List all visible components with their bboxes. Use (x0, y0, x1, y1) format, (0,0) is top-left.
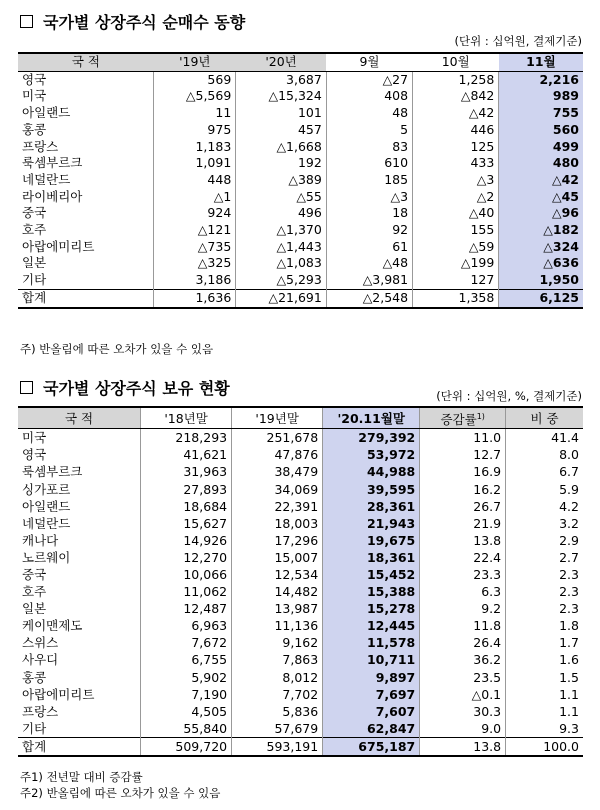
table-row (18, 255, 583, 272)
header-country: 국 적 (18, 53, 154, 71)
value-cell: 7,672 (141, 634, 232, 651)
country-cell: 미국 (22, 430, 47, 446)
header-2020-nov-end: '20.11월말 (323, 407, 420, 429)
table-row (18, 239, 583, 256)
value-cell: 480 (499, 155, 583, 172)
section2-heading (20, 376, 230, 399)
value-cell: △1,443 (236, 239, 327, 256)
value-cell: △40 (413, 205, 499, 222)
table-row (18, 122, 583, 139)
value-cell: 11,062 (141, 583, 232, 600)
value-cell: 48 (326, 105, 412, 122)
value-cell: 9,162 (232, 634, 323, 651)
table-row (18, 429, 583, 447)
header-2020: '20년 (236, 53, 327, 71)
country-cell: 라이베리아 (22, 188, 83, 204)
value-cell: 15,452 (323, 566, 420, 583)
value-cell: △3,981 (326, 272, 412, 289)
value-cell: 185 (326, 172, 412, 189)
value-cell: 251,678 (232, 429, 323, 447)
value-cell: 975 (154, 122, 236, 139)
value-cell: △1,668 (236, 139, 327, 156)
value-cell: 12,487 (141, 600, 232, 617)
value-cell: 1,091 (154, 155, 236, 172)
country-cell: 프랑스 (22, 138, 59, 154)
country-cell: 중국 (22, 567, 47, 582)
value-cell: 8,012 (232, 669, 323, 686)
value-cell: 41.4 (506, 429, 583, 447)
table-row (18, 634, 583, 651)
country-cell: 일본 (22, 255, 47, 271)
value-cell: △389 (236, 172, 327, 189)
table-row (18, 720, 583, 738)
section1-unit: (단위 : 십억원, 결제기준) (454, 34, 582, 48)
table-row (18, 651, 583, 668)
value-cell: 12,270 (141, 549, 232, 566)
value-cell: 457 (236, 122, 327, 139)
value-cell: 593,191 (232, 737, 323, 756)
table-row (18, 205, 583, 222)
table-row (18, 222, 583, 239)
value-cell: 6,755 (141, 651, 232, 668)
value-cell: 433 (413, 155, 499, 172)
section2-note-2: 주2) 반올림에 따른 오차가 있을 수 있음 (20, 786, 221, 800)
value-cell: 22,391 (232, 498, 323, 515)
value-cell: 1.5 (506, 669, 583, 686)
value-cell: 1.8 (506, 617, 583, 634)
header-change-rate (420, 407, 506, 429)
table-row (18, 669, 583, 686)
table-row (18, 617, 583, 634)
value-cell: △325 (154, 255, 236, 272)
country-cell: 룩셈부르크 (22, 464, 83, 480)
table-row (18, 566, 583, 583)
country-cell: 미국 (22, 88, 47, 104)
value-cell: 4,505 (141, 703, 232, 720)
value-cell: 2.7 (506, 549, 583, 566)
value-cell: 499 (499, 139, 583, 156)
value-cell: △45 (499, 189, 583, 206)
table-row (18, 498, 583, 515)
value-cell: 11.8 (420, 617, 506, 634)
header-share: 비 중 (506, 407, 583, 429)
value-cell: 2.3 (506, 566, 583, 583)
header-country: 국 적 (18, 407, 141, 429)
value-cell: △42 (413, 105, 499, 122)
country-cell: 기타 (22, 720, 47, 736)
value-cell: 9.3 (506, 720, 583, 738)
value-cell: 569 (154, 71, 236, 88)
value-cell: 12,445 (323, 617, 420, 634)
country-cell: 네덜란드 (22, 515, 71, 531)
value-cell: 3,687 (236, 71, 327, 88)
country-cell: 홍콩 (22, 669, 47, 685)
value-cell: 39,595 (323, 481, 420, 498)
table-row (18, 515, 583, 532)
value-cell: 1,358 (413, 289, 499, 307)
value-cell: 5,836 (232, 703, 323, 720)
holdings-body (18, 429, 583, 756)
value-cell: △182 (499, 222, 583, 239)
country-cell: 영국 (22, 71, 47, 87)
value-cell: 12.7 (420, 446, 506, 463)
value-cell: 18,361 (323, 549, 420, 566)
value-cell: 6,125 (499, 289, 583, 307)
country-cell: 아일랜드 (22, 498, 71, 514)
net-purchase-body (18, 71, 583, 307)
country-cell: 노르웨이 (22, 549, 71, 565)
checkbox-square-icon (20, 15, 33, 28)
value-cell: 16.9 (420, 463, 506, 480)
value-cell: 1,258 (413, 71, 499, 88)
value-cell: △15,324 (236, 88, 327, 105)
total-row (18, 289, 583, 307)
total-row (18, 737, 583, 756)
value-cell: 92 (326, 222, 412, 239)
value-cell: △735 (154, 239, 236, 256)
value-cell: △636 (499, 255, 583, 272)
value-cell: △5,569 (154, 88, 236, 105)
value-cell: △3 (326, 189, 412, 206)
value-cell: 38,479 (232, 463, 323, 480)
header-2018-end: '18년말 (141, 407, 232, 429)
value-cell: 15,278 (323, 600, 420, 617)
table-row (18, 463, 583, 480)
value-cell: 1,636 (154, 289, 236, 307)
country-cell: 케이맨제도 (22, 618, 83, 634)
section2-note-1: 주1) 전년말 대비 증감률 (20, 770, 143, 784)
value-cell: 5 (326, 122, 412, 139)
value-cell: 53,972 (323, 446, 420, 463)
value-cell: 57,679 (232, 720, 323, 738)
country-cell: 룩셈부르크 (22, 155, 83, 171)
table-row (18, 189, 583, 206)
value-cell: 1.1 (506, 686, 583, 703)
value-cell: 924 (154, 205, 236, 222)
value-cell: △1,370 (236, 222, 327, 239)
value-cell: 17,296 (232, 532, 323, 549)
value-cell: △21,691 (236, 289, 327, 307)
value-cell: 23.3 (420, 566, 506, 583)
country-cell: 프랑스 (22, 703, 59, 719)
value-cell: 18,003 (232, 515, 323, 532)
value-cell: 5,902 (141, 669, 232, 686)
section1-note: 주) 반올림에 따른 오차가 있을 수 있음 (20, 342, 214, 356)
value-cell: △2,548 (326, 289, 412, 307)
country-cell: 합계 (18, 289, 154, 307)
table-row (18, 105, 583, 122)
table-row (18, 155, 583, 172)
value-cell: △0.1 (420, 686, 506, 703)
value-cell: 7,190 (141, 686, 232, 703)
value-cell: △324 (499, 239, 583, 256)
value-cell: 47,876 (232, 446, 323, 463)
table-row (18, 583, 583, 600)
value-cell: 34,069 (232, 481, 323, 498)
table-row (18, 532, 583, 549)
value-cell: 21,943 (323, 515, 420, 532)
country-cell: 영국 (22, 447, 47, 463)
value-cell: △48 (326, 255, 412, 272)
value-cell: 21.9 (420, 515, 506, 532)
value-cell: 408 (326, 88, 412, 105)
country-cell: 호주 (22, 222, 47, 238)
value-cell: 11,136 (232, 617, 323, 634)
country-cell: 아랍에미리트 (22, 238, 95, 254)
value-cell: 26.7 (420, 498, 506, 515)
value-cell: 15,007 (232, 549, 323, 566)
country-cell: 캐나다 (22, 532, 59, 548)
value-cell: 1.7 (506, 634, 583, 651)
value-cell: 11,578 (323, 634, 420, 651)
table-row (18, 88, 583, 105)
value-cell: 15,627 (141, 515, 232, 532)
value-cell: 989 (499, 88, 583, 105)
value-cell: 127 (413, 272, 499, 289)
country-cell: 홍콩 (22, 121, 47, 137)
country-cell: 일본 (22, 601, 47, 617)
value-cell: 448 (154, 172, 236, 189)
value-cell: 7,607 (323, 703, 420, 720)
value-cell: △1 (154, 189, 236, 206)
value-cell: 30.3 (420, 703, 506, 720)
country-cell: 기타 (22, 272, 47, 288)
value-cell: 27,893 (141, 481, 232, 498)
value-cell: 41,621 (141, 446, 232, 463)
value-cell: 2,216 (499, 71, 583, 88)
country-cell: 합계 (18, 737, 141, 756)
table-row (18, 703, 583, 720)
table-row (18, 446, 583, 463)
value-cell: 31,963 (141, 463, 232, 480)
section2-unit: (단위 : 십억원, %, 결제기준) (436, 389, 582, 403)
value-cell: △2 (413, 189, 499, 206)
value-cell: 1.6 (506, 651, 583, 668)
country-cell: 싱가포르 (22, 481, 71, 497)
value-cell: 12,534 (232, 566, 323, 583)
value-cell: 13.8 (420, 737, 506, 756)
value-cell: 44,988 (323, 463, 420, 480)
value-cell: 100.0 (506, 737, 583, 756)
value-cell: 101 (236, 105, 327, 122)
value-cell: 8.0 (506, 446, 583, 463)
value-cell: △1,083 (236, 255, 327, 272)
value-cell: 755 (499, 105, 583, 122)
value-cell: 18 (326, 205, 412, 222)
value-cell: 509,720 (141, 737, 232, 756)
country-cell: 아랍에미리트 (22, 686, 95, 702)
value-cell: 13.8 (420, 532, 506, 549)
table-row (18, 172, 583, 189)
section1-heading (20, 10, 245, 33)
value-cell: 7,863 (232, 651, 323, 668)
value-cell: △3 (413, 172, 499, 189)
value-cell: 26.4 (420, 634, 506, 651)
value-cell: 9.0 (420, 720, 506, 738)
value-cell: 4.2 (506, 498, 583, 515)
value-cell: 496 (236, 205, 327, 222)
value-cell: △121 (154, 222, 236, 239)
value-cell: 10,711 (323, 651, 420, 668)
value-cell: 6.7 (506, 463, 583, 480)
value-cell: 61 (326, 239, 412, 256)
value-cell: 125 (413, 139, 499, 156)
value-cell: 23.5 (420, 669, 506, 686)
value-cell: 14,926 (141, 532, 232, 549)
table-row (18, 600, 583, 617)
table-row (18, 71, 583, 88)
table-row (18, 139, 583, 156)
country-cell: 아일랜드 (22, 105, 71, 121)
country-cell: 중국 (22, 205, 47, 221)
value-cell: 11.0 (420, 429, 506, 447)
value-cell: 2.3 (506, 583, 583, 600)
value-cell: 28,361 (323, 498, 420, 515)
value-cell: 9,897 (323, 669, 420, 686)
country-cell: 사우디 (22, 652, 59, 668)
value-cell: 7,697 (323, 686, 420, 703)
value-cell: 6.3 (420, 583, 506, 600)
value-cell: 13,987 (232, 600, 323, 617)
value-cell: 279,392 (323, 429, 420, 447)
table-row (18, 272, 583, 289)
value-cell: △96 (499, 205, 583, 222)
value-cell: 7,702 (232, 686, 323, 703)
value-cell: 11 (154, 105, 236, 122)
value-cell: 16.2 (420, 481, 506, 498)
net-purchase-table (18, 52, 583, 309)
value-cell: 62,847 (323, 720, 420, 738)
value-cell: 3,186 (154, 272, 236, 289)
section2-title: 국가별 상장주식 보유 현황 (43, 379, 230, 398)
section1-title: 국가별 상장주식 순매수 동향 (43, 13, 246, 32)
value-cell: 155 (413, 222, 499, 239)
value-cell: △27 (326, 71, 412, 88)
table-row (18, 549, 583, 566)
value-cell: △199 (413, 255, 499, 272)
table-header-row (18, 53, 583, 71)
holdings-table (18, 406, 583, 757)
value-cell: 10,066 (141, 566, 232, 583)
value-cell: 218,293 (141, 429, 232, 447)
value-cell: 1,950 (499, 272, 583, 289)
header-change-rate-label: 증감률 (440, 412, 477, 428)
value-cell: 55,840 (141, 720, 232, 738)
value-cell: 5.9 (506, 481, 583, 498)
value-cell: 22.4 (420, 549, 506, 566)
table-row (18, 686, 583, 703)
value-cell: △842 (413, 88, 499, 105)
value-cell: 2.3 (506, 600, 583, 617)
header-oct: 10월 (413, 53, 499, 71)
value-cell: 1.1 (506, 703, 583, 720)
country-cell: 스위스 (22, 635, 59, 651)
value-cell: 446 (413, 122, 499, 139)
value-cell: 36.2 (420, 651, 506, 668)
header-2019-end: '19년말 (232, 407, 323, 429)
value-cell: 1,183 (154, 139, 236, 156)
value-cell: 14,482 (232, 583, 323, 600)
value-cell: 2.9 (506, 532, 583, 549)
value-cell: △5,293 (236, 272, 327, 289)
value-cell: 560 (499, 122, 583, 139)
country-cell: 네덜란드 (22, 171, 71, 187)
value-cell: △59 (413, 239, 499, 256)
value-cell: △42 (499, 172, 583, 189)
table-header-row (18, 407, 583, 429)
value-cell: 675,187 (323, 737, 420, 756)
header-sep: 9월 (326, 53, 412, 71)
checkbox-square-icon (20, 381, 33, 394)
value-cell: 9.2 (420, 600, 506, 617)
value-cell: 6,963 (141, 617, 232, 634)
value-cell: 610 (326, 155, 412, 172)
value-cell: 3.2 (506, 515, 583, 532)
header-nov: 11월 (499, 53, 583, 71)
header-change-rate-sup: 1) (476, 412, 485, 421)
value-cell: 15,388 (323, 583, 420, 600)
country-cell: 호주 (22, 584, 47, 600)
value-cell: △55 (236, 189, 327, 206)
table-row (18, 481, 583, 498)
value-cell: 18,684 (141, 498, 232, 515)
value-cell: 19,675 (323, 532, 420, 549)
header-2019: '19년 (154, 53, 236, 71)
value-cell: 192 (236, 155, 327, 172)
value-cell: 83 (326, 139, 412, 156)
